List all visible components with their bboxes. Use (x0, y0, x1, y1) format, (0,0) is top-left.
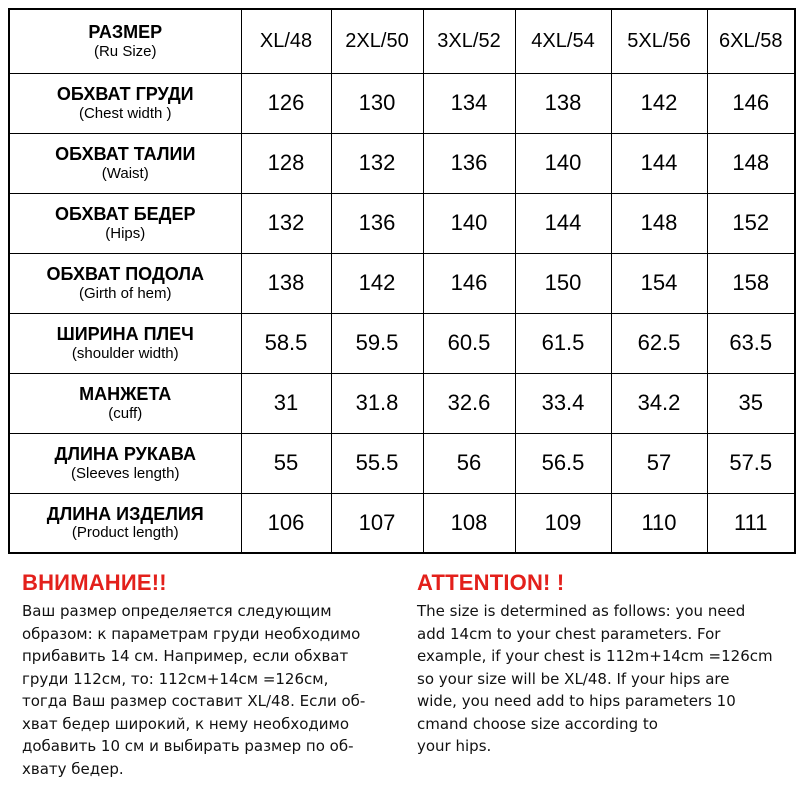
measurement-value: 109 (515, 493, 611, 553)
attention-text-line-en: example, if your chest is 112m+14cm =126cm (417, 647, 773, 665)
measurement-translation: (Chest width ) (78, 104, 172, 122)
attention-text-line-ru: добавить 10 см и выбирать размер по об- (22, 737, 354, 755)
measurement-translation: (Product length) (71, 524, 179, 542)
attention-body-en (417, 600, 797, 758)
measurement-label (9, 433, 241, 493)
attention-text-line-ru: прибавить 14 см. Например, если обхват (22, 647, 349, 665)
attention-text-line-ru: груди 112см, то: 112см+14см =126см, (22, 669, 329, 688)
attention-notice-ru (22, 570, 407, 780)
measurement-row (9, 253, 795, 313)
size-header-title: РАЗМЕР (88, 22, 163, 43)
measurement-value: 106 (241, 493, 331, 553)
measurement-value: 110 (611, 493, 707, 553)
measurement-name: ОБХВАТ БЕДЕР (55, 204, 196, 225)
attention-text-line-en: so your size will be XL/48. If your hips are (417, 669, 730, 688)
measurement-value: 111 (707, 493, 795, 553)
attention-text-line-en: wide, you need add to hips parameters 10 (417, 692, 736, 710)
measurement-label (9, 373, 241, 433)
measurement-value: 35 (707, 373, 795, 433)
measurement-translation: (shoulder width) (71, 344, 179, 362)
measurement-value: 142 (331, 253, 423, 313)
measurement-value: 152 (707, 193, 795, 253)
measurement-label (9, 193, 241, 253)
attention-text-line-ru: образом: к параметрам груди необходимо (22, 624, 361, 643)
measurement-value: 144 (611, 133, 707, 193)
measurement-name: ШИРИНА ПЛЕЧ (56, 324, 194, 345)
measurement-value: 57.5 (707, 433, 795, 493)
size-column-header: 6XL/58 (707, 9, 795, 73)
measurement-value: 158 (707, 253, 795, 313)
measurement-label (9, 313, 241, 373)
measurement-value: 58.5 (241, 313, 331, 373)
measurement-value: 33.4 (515, 373, 611, 433)
measurement-value: 31.8 (331, 373, 423, 433)
attention-title-en: ATTENTION! ! (417, 570, 565, 595)
measurement-row (9, 373, 795, 433)
attention-text-line-ru: хват бедер широкий, к нему необходимо (22, 714, 350, 733)
measurement-value: 154 (611, 253, 707, 313)
measurement-value: 59.5 (331, 313, 423, 373)
measurement-name: МАНЖЕТА (79, 384, 172, 405)
measurement-value: 128 (241, 133, 331, 193)
measurement-value: 138 (515, 73, 611, 133)
size-column-header: XL/48 (241, 9, 331, 73)
measurement-name: ОБХВАТ ТАЛИИ (55, 144, 196, 165)
measurement-value: 126 (241, 73, 331, 133)
measurement-label (9, 133, 241, 193)
measurement-row (9, 433, 795, 493)
measurement-value: 56.5 (515, 433, 611, 493)
measurement-translation: (cuff) (108, 404, 143, 422)
measurement-value: 63.5 (707, 313, 795, 373)
measurement-value: 62.5 (611, 313, 707, 373)
size-column-header: 2XL/50 (331, 9, 423, 73)
size-header-label (9, 9, 241, 73)
measurement-value: 55 (241, 433, 331, 493)
measurement-value: 32.6 (423, 373, 515, 433)
measurement-value: 140 (423, 193, 515, 253)
size-column-header: 3XL/52 (423, 9, 515, 73)
measurement-row (9, 313, 795, 373)
measurement-value: 34.2 (611, 373, 707, 433)
measurement-value: 31 (241, 373, 331, 433)
measurement-translation: (Hips) (105, 224, 146, 242)
attention-text-line-en: your hips. (417, 737, 492, 755)
measurement-value: 108 (423, 493, 515, 553)
measurement-value: 132 (241, 193, 331, 253)
size-column-header: 4XL/54 (515, 9, 611, 73)
measurement-name: ОБХВАТ ПОДОЛА (46, 264, 204, 285)
attention-text-line-en: The size is determined as follows: you need (417, 602, 746, 620)
size-column-header: 5XL/56 (611, 9, 707, 73)
attention-title-ru: ВНИМАНИЕ!! (22, 570, 167, 595)
measurement-translation: (Girth of hem) (78, 284, 172, 302)
measurement-label (9, 73, 241, 133)
measurement-value: 130 (331, 73, 423, 133)
attention-text-line-en: add 14cm to your chest parameters. For (417, 624, 721, 643)
attention-notice-en (417, 570, 797, 758)
measurement-value: 134 (423, 73, 515, 133)
measurement-name: ДЛИНА РУКАВА (54, 444, 196, 465)
measurement-translation: (Sleeves length) (71, 464, 180, 482)
measurement-label (9, 253, 241, 313)
measurement-value: 150 (515, 253, 611, 313)
measurement-value: 142 (611, 73, 707, 133)
measurement-value: 57 (611, 433, 707, 493)
measurement-value: 56 (423, 433, 515, 493)
measurement-translation: (Waist) (101, 164, 149, 182)
measurement-value: 146 (423, 253, 515, 313)
attention-body-ru (22, 600, 407, 780)
measurement-row (9, 73, 795, 133)
size-chart-table (8, 8, 796, 554)
measurement-value: 132 (331, 133, 423, 193)
attention-text-line-ru: хвату бедер. (22, 759, 124, 778)
measurement-value: 136 (423, 133, 515, 193)
measurement-value: 148 (611, 193, 707, 253)
attention-text-line-ru: тогда Ваш размер составит XL/48. Если об- (22, 692, 366, 710)
measurement-value: 61.5 (515, 313, 611, 373)
measurement-value: 136 (331, 193, 423, 253)
measurement-value: 146 (707, 73, 795, 133)
attention-text-line-ru: Ваш размер определяется следующим (22, 602, 332, 620)
measurement-value: 148 (707, 133, 795, 193)
size-header-row (9, 9, 795, 73)
measurement-label (9, 493, 241, 553)
measurement-name: ДЛИНА ИЗДЕЛИЯ (46, 503, 204, 524)
measurement-row (9, 133, 795, 193)
attention-text-line-en: cmand choose size according to (417, 714, 658, 733)
size-header-subtitle: (Ru Size) (93, 42, 157, 60)
measurement-row (9, 493, 795, 553)
measurement-name: ОБХВАТ ГРУДИ (56, 84, 194, 105)
measurement-value: 144 (515, 193, 611, 253)
measurement-value: 55.5 (331, 433, 423, 493)
measurement-row (9, 193, 795, 253)
measurement-value: 138 (241, 253, 331, 313)
measurement-value: 107 (331, 493, 423, 553)
measurement-value: 60.5 (423, 313, 515, 373)
measurement-value: 140 (515, 133, 611, 193)
